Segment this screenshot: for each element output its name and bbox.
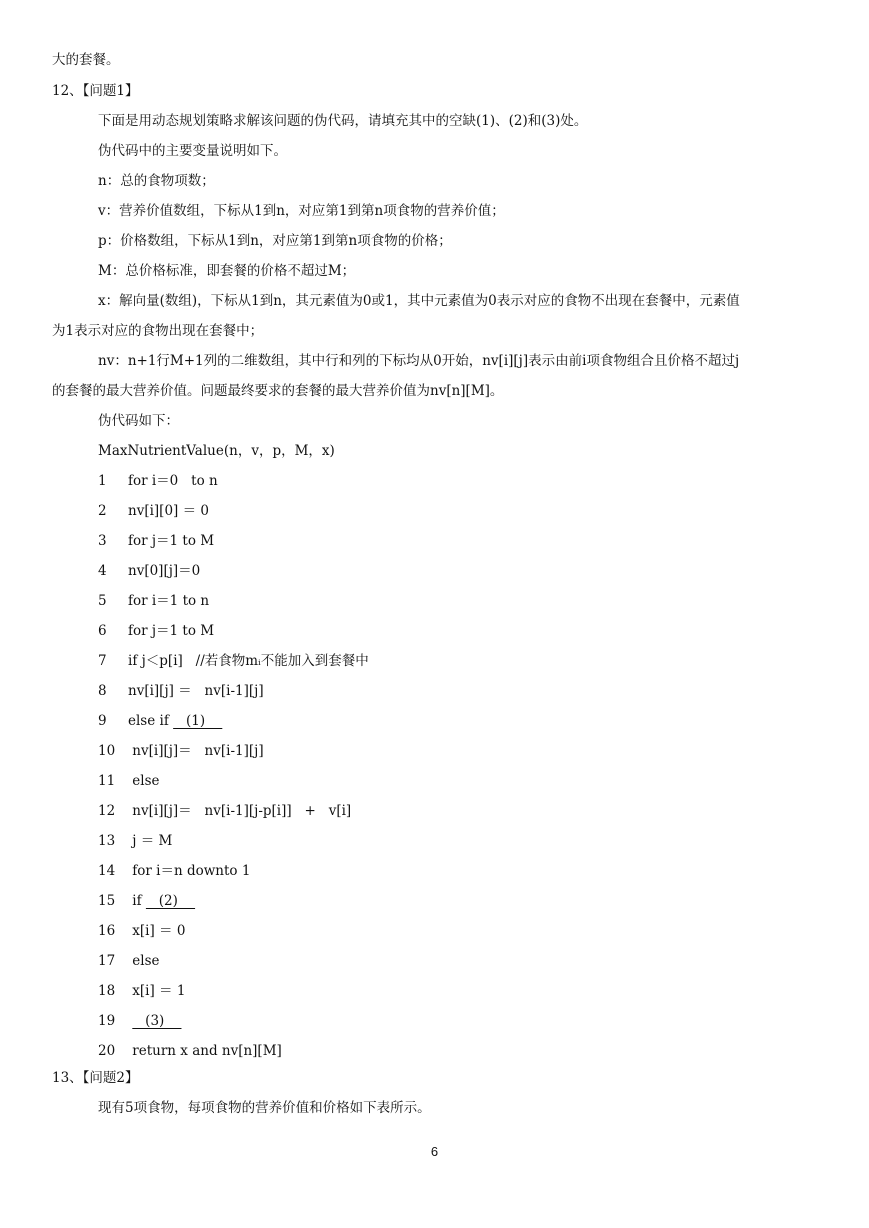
code-line (98, 712, 222, 730)
code-line (98, 1042, 282, 1060)
code-text: nv[0][j]＝0 (128, 563, 201, 579)
line-number: 2 (98, 503, 107, 519)
text-line: x：解向量(数组)，下标从1到n，其元素值为0或1，其中元素值为0表示对应的食物不出现在套餐中，元素值 (98, 293, 740, 309)
code-text: nv[i][j]＝ nv[i-1][j] (128, 743, 264, 759)
code-text: nv[i][j] ＝ nv[i-1][j] (128, 683, 264, 699)
text-line: 伪代码如下： (98, 413, 179, 429)
question-heading: 13、【问题2】 (52, 1070, 139, 1086)
text-line: 为1表示对应的食物出现在套餐中； (52, 323, 264, 339)
code-text: return x and nv[n][M] (128, 1043, 282, 1059)
line-number: 16 (98, 923, 116, 939)
code-line (98, 562, 200, 580)
code-line (98, 742, 264, 760)
code-text: else if (128, 713, 174, 729)
line-number: 7 (98, 653, 107, 669)
function-signature: MaxNutrientValue(n，v，p，M，x) (98, 443, 335, 459)
question-heading: 12、【问题1】 (52, 83, 139, 99)
line-number: 6 (98, 623, 107, 639)
text-line: v：营养价值数组，下标从1到n，对应第1到第n项食物的营养价值； (98, 203, 505, 219)
line-number: 4 (98, 563, 107, 579)
code-line (98, 892, 195, 910)
page-number: 6 (430, 1144, 439, 1159)
line-number: 11 (98, 773, 116, 789)
code-line (98, 622, 214, 640)
code-text: else (128, 953, 160, 969)
fill-in-blank: (3) (132, 1013, 182, 1029)
text-line: 大的套餐。 (52, 52, 120, 68)
code-text: x[i] ＝ 0 (128, 923, 186, 939)
line-number: 18 (98, 983, 116, 999)
code-text: for i＝n downto 1 (128, 863, 251, 879)
code-line (98, 592, 209, 610)
text-line: 下面是用动态规划策略求解该问题的伪代码，请填充其中的空缺(1)、(2)和(3)处。 (98, 113, 588, 129)
code-text: else (128, 773, 160, 789)
code-line (98, 862, 250, 880)
code-line (98, 802, 351, 820)
code-text: for i＝1 to n (128, 593, 210, 609)
code-line (98, 472, 218, 490)
text-line: p：价格数组，下标从1到n，对应第1到第n项食物的价格； (98, 233, 452, 249)
code-line (98, 982, 185, 1000)
code-text: if j＜p[i] //若食物mᵢ不能加入到套餐中 (128, 653, 369, 669)
code-line (98, 1012, 181, 1030)
fill-in-blank: (1) (173, 713, 223, 729)
code-line (98, 532, 214, 550)
line-number: 10 (98, 743, 116, 759)
code-text: for i＝0 to n (128, 473, 218, 489)
code-text: nv[i][j]＝ nv[i-1][j-p[i]] + v[i] (128, 803, 352, 819)
line-number: 20 (98, 1043, 116, 1059)
text-line: 的套餐的最大营养价值。问题最终要求的套餐的最大营养价值为nv[n][M]。 (52, 383, 504, 399)
code-line (98, 682, 264, 700)
code-text: for j＝1 to M (128, 533, 215, 549)
code-text: if (128, 893, 146, 909)
text-line: 现有5项食物，每项食物的营养价值和价格如下表所示。 (98, 1100, 431, 1116)
code-text: nv[i][0] ＝ 0 (128, 503, 209, 519)
line-number: 19 (98, 1013, 116, 1029)
line-number: 3 (98, 533, 107, 549)
line-number: 15 (98, 893, 116, 909)
line-number: 14 (98, 863, 116, 879)
code-line (98, 772, 160, 790)
line-number: 1 (98, 473, 107, 489)
code-text: x[i] ＝ 1 (128, 983, 186, 999)
line-number: 17 (98, 953, 116, 969)
line-number: 9 (98, 713, 107, 729)
text-line: 伪代码中的主要变量说明如下。 (98, 143, 287, 159)
line-number: 12 (98, 803, 116, 819)
code-line (98, 952, 160, 970)
code-text: for j＝1 to M (128, 623, 215, 639)
text-line: M：总价格标准，即套餐的价格不超过M； (98, 263, 356, 279)
line-number: 5 (98, 593, 107, 609)
text-line: nv：n+1行M+1列的二维数组，其中行和列的下标均从0开始，nv[i][j]表示由前i项食物组合且价格不超过j (98, 353, 740, 369)
line-number: 13 (98, 833, 116, 849)
code-line (98, 652, 369, 670)
code-line (98, 502, 209, 520)
code-text: j ＝ M (128, 833, 173, 849)
code-line (98, 922, 185, 940)
code-line (98, 832, 172, 850)
line-number: 8 (98, 683, 107, 699)
fill-in-blank: (2) (145, 893, 196, 909)
text-line: n：总的食物项数； (98, 173, 215, 189)
